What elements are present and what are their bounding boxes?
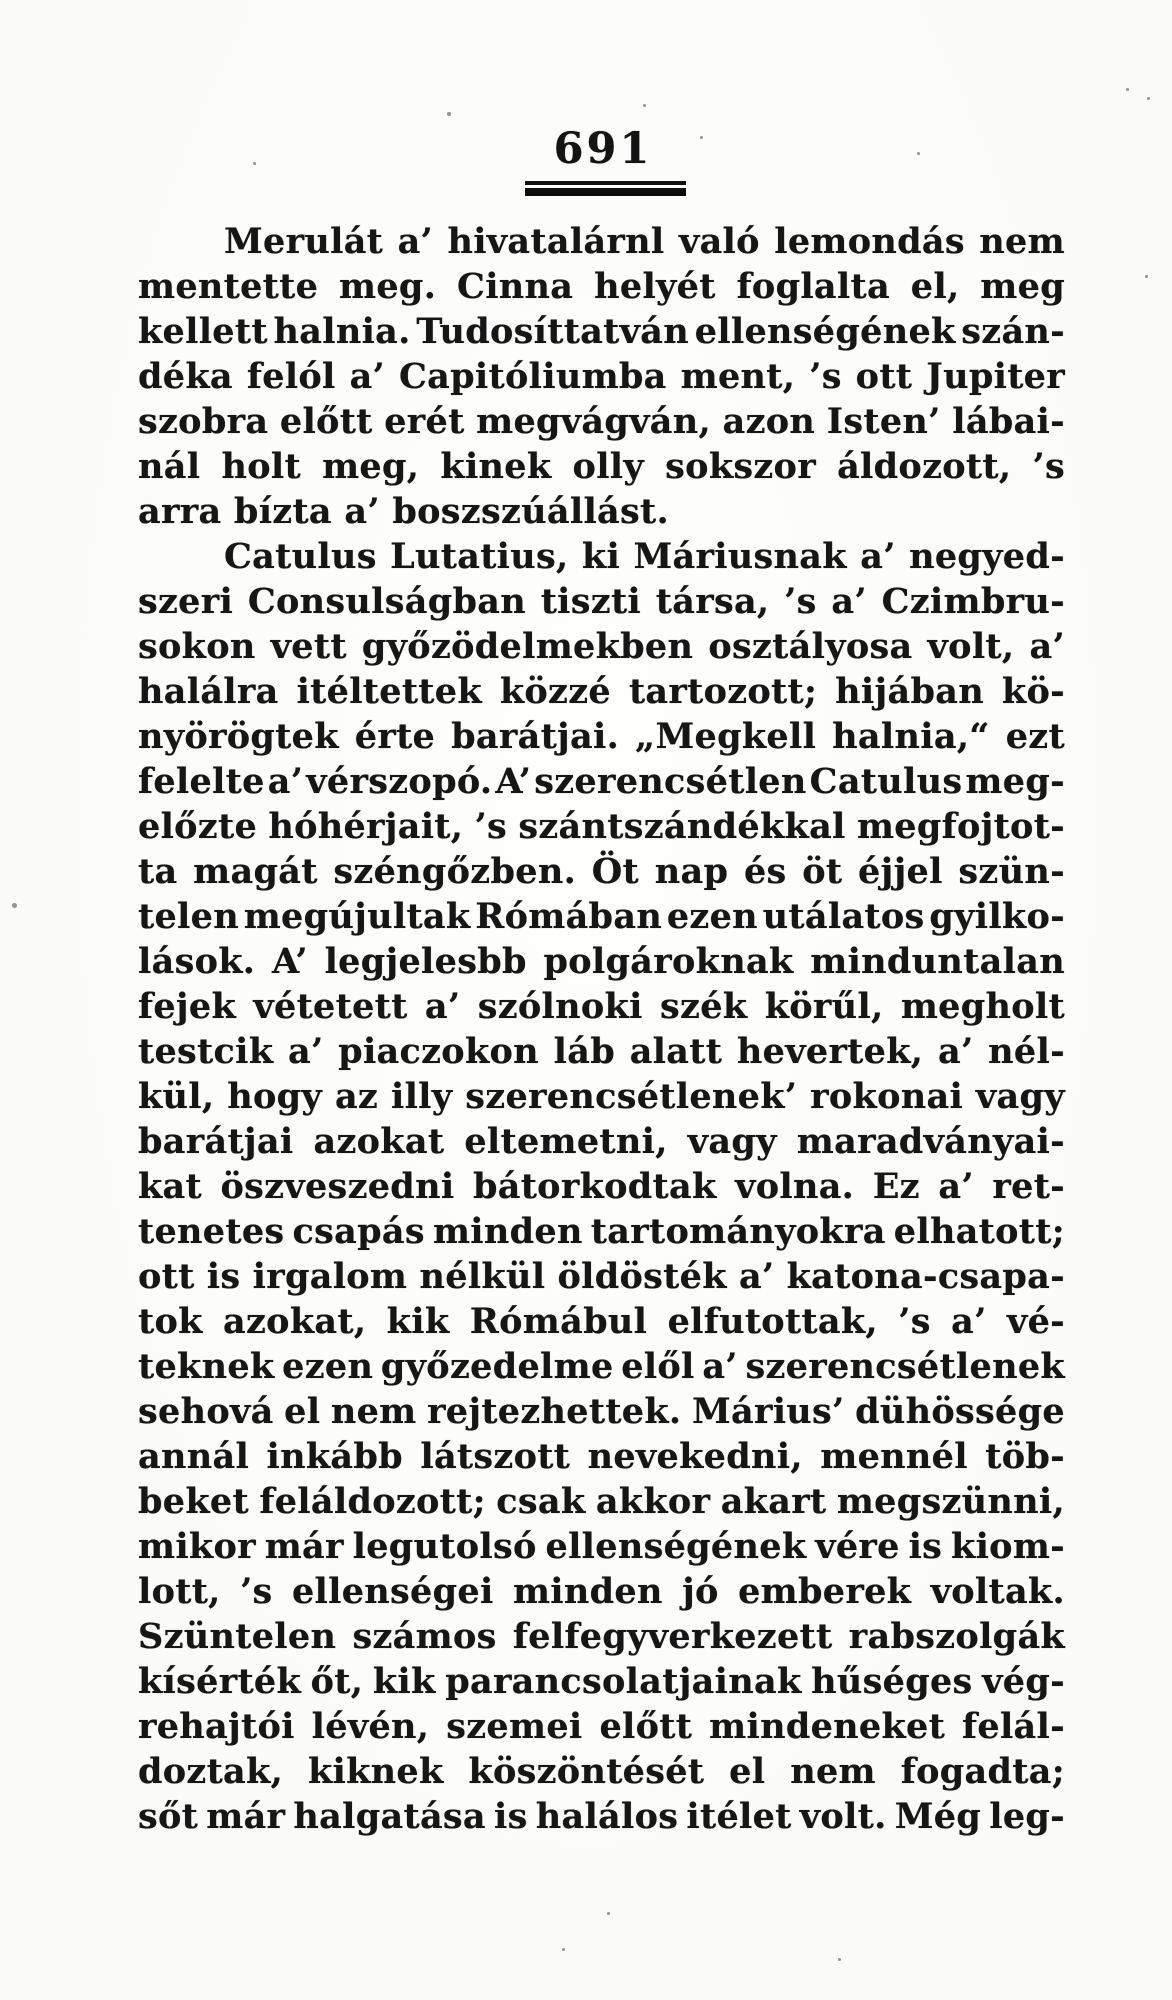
text-line: Szüntelen számos felfegyverkezett rabszolgák [138,1616,1065,1657]
noise-speck [838,1958,841,1961]
text-line: Catulus Lutatius, ki Máriusnak a’ negyed- [224,536,1065,577]
text-line: doztak, kiknek köszöntését el nem fogadta; [138,1751,1065,1792]
text-line: lások. A’ legjelesbb polgároknak minduntalan [138,941,1065,982]
text-line: kísérték őt, kik parancsolatjainak hűséges vég- [138,1661,1065,1702]
noise-speck [447,112,451,116]
text-line: arra bízta a’ boszszúállást. [138,491,669,532]
text-line: tenetes csapás minden tartományokra elhatott; [138,1211,1065,1252]
text-line: déka felól a’ Capitóliumba ment, ’s ott Jupiter [138,356,1065,397]
noise-speck [643,104,646,107]
text-line: kellett halnia. Tudosíttatván ellenségének szán- [138,311,1065,352]
header-double-rule [525,181,686,196]
text-line: teknek ezen győzedelme elől a’ szerencsétlenek [138,1346,1065,1387]
text-line: sőt már halgatása is halálos itélet volt. Még leg- [138,1796,1065,1837]
text-line: szeri Consulságban tiszti társa, ’s a’ Czimbru- [138,581,1065,622]
text-line: fejek vétetett a’ szólnoki szék körűl, megholt [138,986,1065,1027]
text-line: testcik a’ piaczokon láb alatt hevertek, a’ nél- [138,1031,1065,1072]
text-line: kül, hogy az illy szerencsétlenek’ rokonai vagy [138,1076,1065,1117]
text-line: barátjai azokat eltemetni, vagy maradványai- [138,1121,1065,1162]
page-body-text [138,219,1065,1839]
text-line: halálra itéltettek közzé tartozott; hijában kö- [138,671,1065,712]
text-line: ta magát széngőzben. Öt nap és öt éjjel szün- [138,851,1065,892]
noise-speck [1126,88,1129,91]
text-line: mentette meg. Cinna helyét foglalta el, meg [138,266,1065,307]
noise-speck [607,1912,610,1915]
noise-speck [253,162,256,165]
noise-speck [917,152,920,155]
page-number: 691 [553,124,653,174]
noise-speck [1145,275,1148,278]
text-line: annál inkább látszott nevekedni, mennél töb- [138,1436,1065,1477]
text-line: sehová el nem rejtezhettek. Márius’ dühössége [138,1391,1065,1432]
text-line: ott is irgalom nélkül öldösték a’ katona-csapa- [138,1256,1065,1297]
text-line: nyörögtek érte barátjai. „Megkell halnia,“ ezt [138,716,1065,757]
text-line: nál holt meg, kinek olly sokszor áldozott, ’s [138,446,1065,487]
text-line: előzte hóhérjait, ’s szántszándékkal megfojtot- [138,806,1065,847]
text-line: beket feláldozott; csak akkor akart megszünni, [138,1481,1065,1522]
rule-bottom-line [525,188,686,196]
text-line: mikor már legutolsó ellenségének vére is kiom- [138,1526,1065,1567]
noise-speck [700,136,703,139]
noise-speck [562,1948,565,1951]
noise-speck [12,903,17,908]
text-line: Merulát a’ hivatalárnl való lemondás nem [224,221,1065,262]
text-line: lott, ’s ellenségei minden jó emberek voltak. [138,1571,1065,1612]
text-line: rehajtói lévén, szemei előtt mindeneket felál- [138,1706,1065,1747]
text-line: tok azokat, kik Rómábul elfutottak, ’s a’ vé- [138,1301,1065,1342]
text-line: sokon vett győzödelmekben osztályosa volt, a’ [138,626,1065,667]
text-line: szobra előtt erét megvágván, azon Isten’ lábai- [138,401,1065,442]
noise-speck [1147,97,1150,100]
text-line: telen megújultak Rómában ezen utálatos gyilko- [138,896,1065,937]
text-line: felelte a’ vérszopó. A’ szerencsétlen Catulus meg- [138,761,1065,802]
text-line: kat öszveszedni bátorkodtak volna. Ez a’ ret- [138,1166,1065,1207]
